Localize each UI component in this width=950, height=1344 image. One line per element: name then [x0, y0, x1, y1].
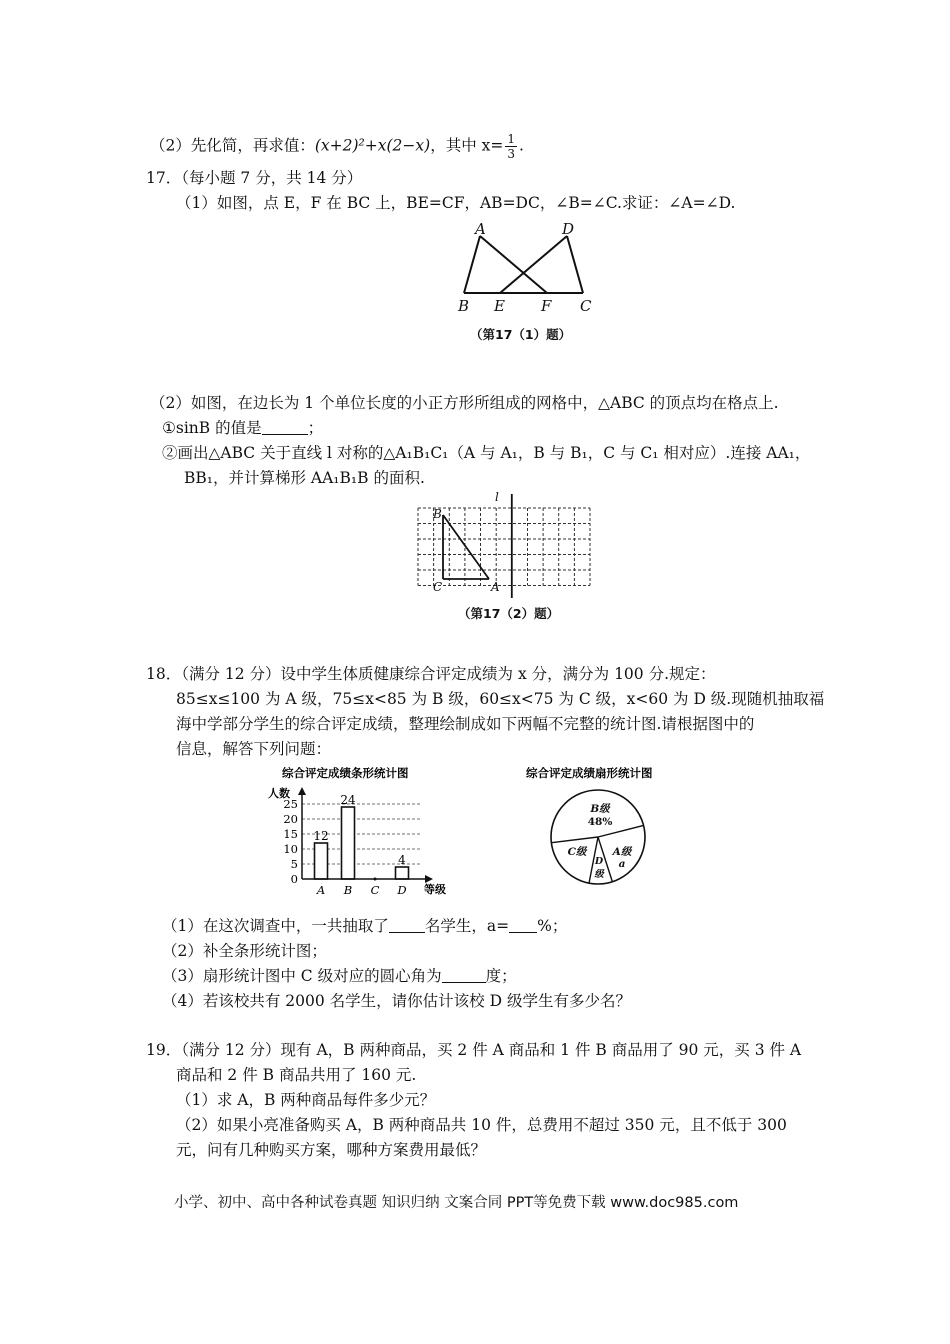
q18-line1: 18．（满分 12 分）设中学生体质健康综合评定成绩为 x 分，满分为 100 分.规定： [146, 665, 716, 683]
label-a: A [491, 580, 500, 594]
bar-data-label: 4 [398, 853, 406, 867]
pie-chart-title: 综合评定成绩扇形统计图 [526, 766, 653, 780]
footer-text: 小学、初中、高中各种试卷真题 知识归纳 文案合同 PPT等免费下载 www.doc985.com [174, 1195, 739, 1211]
q18-sub2: （2）补全条形统计图； [162, 942, 327, 960]
q19-sub1: （1）求 A，B 两种商品每件多少元？ [176, 1091, 436, 1109]
q19-line1: 19．（满分 12 分）现有 A，B 两种商品，买 2 件 A 商品和 1 件 B 商品用了 90 元，买 3 件 A [146, 1041, 802, 1059]
x-tick-label: B [343, 883, 353, 897]
figure-17-2-caption: （第17（2）题） [458, 606, 560, 621]
bar-chart-yticks [283, 797, 298, 886]
label-b: B [433, 507, 442, 521]
bar-data-label: 24 [340, 793, 356, 807]
x-tick-label: C [370, 883, 380, 897]
q18-sub4: （4）若该校共有 2000 名学生，请你估计该校 D 级学生有多少名？ [162, 992, 631, 1010]
answer-blank-sinb[interactable] [262, 419, 308, 435]
x-axis-arrow-icon [425, 875, 433, 883]
segment-de [500, 236, 567, 293]
q17-part1: （1）如图，点 E，F 在 BC 上，BE=CF，AB=DC，∠B=∠C.求证：∠A=∠D. [176, 194, 736, 212]
figure-17-1 [450, 218, 610, 318]
y-tick-label: 10 [283, 842, 298, 856]
q18-line2: 85≤x≤100 为 A 级，75≤x<85 为 B 级，60≤x<75 为 C 级，x<60 为 D 级.现随机抽取福 [176, 690, 825, 708]
bar-chart-ylabel: 人数 [268, 787, 290, 800]
bar-chart-bars [315, 807, 409, 881]
label-b: B [458, 297, 470, 315]
label-a: A [475, 220, 486, 238]
label-c: C [580, 297, 592, 315]
q16-part2: （2）先化简，再求值：(x+2)²+x(2−x)，其中 x= $\frac{1}{3}$ . [150, 132, 524, 161]
segment-af [480, 236, 547, 293]
pie-chart [520, 762, 700, 892]
label-l: l [495, 490, 499, 504]
bar-a [315, 843, 328, 879]
q17-header: 17．（每小题 7 分，共 14 分） [146, 169, 363, 187]
bar-chart [262, 762, 472, 902]
bar-chart-xticks [316, 883, 407, 897]
bar-data-label: 12 [313, 829, 329, 843]
pie-label-b: B级 [590, 803, 610, 815]
label-d: D [562, 220, 575, 238]
y-tick-label: 0 [290, 872, 298, 886]
y-tick-label: 25 [283, 797, 298, 811]
answer-blank-a[interactable] [509, 917, 537, 933]
q17-part2-ii-line1: ②画出△ABC 关于直线 l 对称的△A₁B₁C₁（A 与 A₁，B 与 B₁，C 与 C₁ 相对应）.连接 AA₁， [162, 444, 811, 462]
q19-line2: 商品和 2 件 B 商品共用了 160 元. [176, 1066, 417, 1084]
pie-label-a-value: a [618, 858, 626, 870]
pie-label-c: C级 [567, 846, 587, 858]
bar-chart-xlabel: 等级 [424, 883, 446, 896]
pie-label-a: A级 [612, 846, 632, 858]
figure-17-1-caption: （第17（1）题） [470, 327, 572, 342]
segment-ab [464, 236, 480, 293]
pie-label-d-bottom: 级 [594, 869, 604, 880]
q17-part2-i: ①sinB 的值是 ； [162, 419, 324, 437]
answer-blank-angle[interactable] [442, 967, 486, 983]
q18-line4: 信息，解答下列问题： [176, 740, 332, 758]
q18-sub3: （3）扇形统计图中 C 级对应的圆心角为 度； [162, 967, 517, 985]
fraction: $\frac{1}{3}$ [507, 132, 515, 161]
q19-sub2-line2: 元，问有几种购买方案，哪种方案费用最低？ [176, 1141, 487, 1159]
label-c: C [433, 580, 443, 594]
y-tick-label: 15 [283, 827, 298, 841]
q18-line3: 海中学部分学生的综合评定成绩，整理绘制成如下两幅不完整的统计图.请根据图中的 [176, 715, 755, 733]
pie-label-d-top: D [594, 856, 604, 867]
bar-b [342, 807, 355, 879]
segment-dc [567, 236, 583, 293]
y-tick-label: 20 [283, 812, 298, 826]
figure-17-2-grid [408, 490, 598, 602]
q17-part2-line1: （2）如图，在边长为 1 个单位长度的小正方形所组成的网格中，△ABC 的顶点均在格点上. [150, 394, 779, 412]
q16-expression: (x+2)²+x(2−x) [314, 136, 431, 155]
x-tick-label: D [397, 883, 407, 897]
q18-sub1: （1）在这次调查中，一共抽取了 名学生，a= %； [162, 917, 568, 935]
segment-ab [443, 515, 489, 579]
q19-sub2-line1: （2）如果小亮准备购买 A，B 两种商品共 10 件，总费用不超过 350 元，且不低于 300 [176, 1116, 787, 1134]
bar-d [396, 867, 409, 879]
label-e: E [494, 297, 505, 315]
label-f: F [541, 297, 552, 315]
q17-part2-ii-line2: BB₁，并计算梯形 AA₁B₁B 的面积. [184, 469, 425, 487]
x-tick-label: A [316, 883, 326, 897]
y-axis-arrow-icon [298, 787, 306, 795]
bar-chart-title: 综合评定成绩条形统计图 [282, 766, 409, 780]
pie-label-b-percent: 48% [587, 816, 613, 828]
y-tick-label: 5 [290, 857, 298, 871]
answer-blank-total[interactable] [389, 917, 425, 933]
